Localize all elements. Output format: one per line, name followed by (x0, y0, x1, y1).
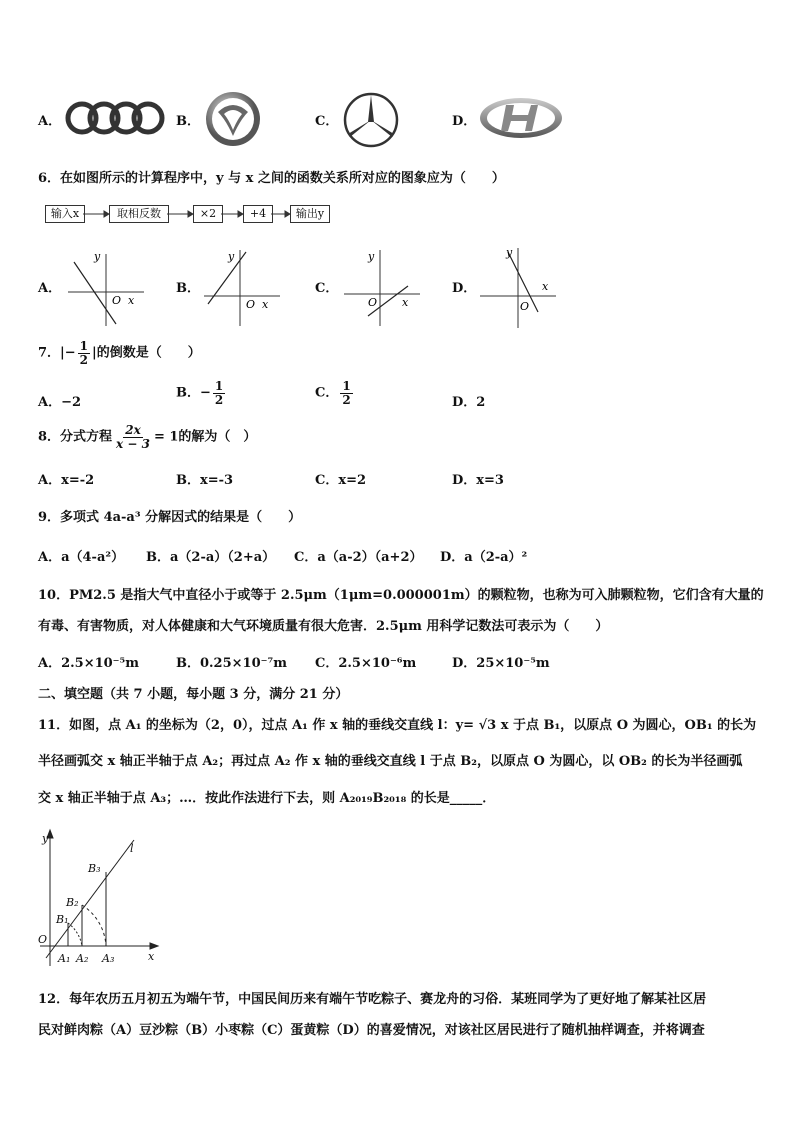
q6-graph-b (200, 246, 284, 328)
axis-y-b: y (228, 250, 235, 263)
section-fill-in-title: 二、填空题（共 7 小题，每小题 3 分，满分 21 分） (38, 687, 349, 702)
q7-frac-num: 1 (79, 339, 89, 353)
axis-y-d: y (506, 246, 513, 259)
q7-option-b-label: B．− (176, 385, 211, 401)
fig-y-label: y (42, 832, 49, 845)
fig-b2-label: B₂ (66, 896, 79, 909)
q9-option-d: D．a（2-a）² (440, 550, 528, 565)
q9-stem: 9．多项式 4a-a³ 分解因式的结果是（ ） (38, 510, 302, 525)
flow-negate-box: 取相反数 (109, 205, 169, 223)
q6-graph-d (476, 242, 560, 330)
q5-option-a-label: A． (38, 114, 62, 129)
origin-c: O (368, 296, 378, 309)
axis-x-c: x (402, 296, 409, 309)
q8-suffix: = 1的解为（ ） (153, 429, 257, 445)
axis-y-c: y (368, 250, 375, 263)
q7-option-c-label: C． (315, 385, 339, 401)
flow-output-box: 输出y (290, 205, 330, 223)
q10-line1: 10．PM2.5 是指大气中直径小于或等于 2.5μm（1μm=0.000001m）的颗粒物，也称为可入肺颗粒物，它们含有大量的 (38, 588, 764, 603)
q7-c-num: 1 (342, 379, 351, 393)
q10-line2: 有毒、有害物质，对人体健康和大气环境质量有很大危害．2.5μm 用科学记数法可表示为（ ） (38, 619, 609, 634)
q8-frac-num: 2x (125, 423, 141, 437)
mercedes-benz-logo-icon (341, 92, 401, 152)
q12-line2: 民对鲜肉粽（A）豆沙粽（B）小枣粽（C）蛋黄粽（D）的喜爱情况，对该社区居民进行了随机抽样调查，并将调查 (38, 1023, 705, 1038)
q10-option-c: C．2.5×10⁻⁶m (315, 656, 417, 671)
q10-option-d: D．25×10⁻⁵m (452, 656, 550, 671)
q6-option-d-label: D． (452, 281, 477, 296)
q7-prefix: 7．|− (38, 345, 76, 361)
q8-stem (38, 424, 256, 450)
q7-stem (38, 340, 201, 366)
q8-option-a: A．x=-2 (38, 473, 95, 488)
q8-prefix: 8．分式方程 (38, 429, 113, 445)
dongfeng-logo-icon (202, 90, 264, 152)
q6-option-a-label: A． (38, 281, 62, 296)
q7-option-a: A．−2 (38, 395, 82, 410)
q7-fraction (78, 340, 90, 366)
q7-suffix: |的倒数是（ ） (92, 345, 201, 361)
fig-x-label: x (148, 950, 155, 963)
q6-option-c-label: C． (315, 281, 339, 296)
axis-x-b: x (262, 298, 269, 311)
q6-option-b-label: B． (176, 281, 200, 296)
q6-graph-a (64, 248, 148, 328)
flow-arrows (83, 207, 293, 221)
flow-times2-box: ×2 (193, 205, 223, 223)
q11-line3: 交 x 轴正半轴于点 A₃；…．按此作法进行下去，则 A₂₀₁₉B₂₀₁₈ 的长是_____． (38, 791, 496, 806)
fig-b1-label: B₁ (56, 913, 69, 926)
q8-option-d: D．x=3 (452, 473, 504, 488)
q11-line2: 半径画弧交 x 轴正半轴于点 A₂；再过点 A₂ 作 x 轴的垂线交直线 l 于点 B₂，以原点 O 为圆心，以 OB₂ 的长为半径画弧 (38, 754, 743, 769)
fig-a2-label: A₂ (76, 952, 89, 965)
axis-x-a: x (128, 294, 135, 307)
q7-option-c (315, 380, 355, 406)
flow-plus4-box: +4 (243, 205, 273, 223)
q6-graph-c (340, 246, 424, 328)
axis-y-a: y (94, 250, 101, 263)
q5-option-c-label: C． (315, 114, 339, 129)
q11-line1: 11．如图，点 A₁ 的坐标为（2，0），过点 A₁ 作 x 轴的垂线交直线 l：y= √3 x 于点 B₁，以原点 O 为圆心，OB₁ 的长为 (38, 718, 757, 733)
q8-frac-den: x − 3 (116, 436, 150, 451)
origin-b: O (246, 298, 256, 311)
q5-option-b-label: B． (176, 114, 200, 129)
q5-option-d-label: D． (452, 114, 477, 129)
q12-line1: 12．每年农历五月初五为端午节，中国民间历来有端午节吃粽子、赛龙舟的习俗．某班同学为了更好地了解某社区居 (38, 992, 707, 1007)
q9-option-a: A．a（4-a²） (38, 550, 125, 565)
q8-option-b: B．x=-3 (176, 473, 234, 488)
origin-a: O (112, 294, 122, 307)
origin-d: O (520, 300, 530, 313)
q7-b-den: 2 (214, 392, 224, 407)
q8-fraction (114, 424, 152, 450)
fig-a1-label: A₁ (58, 952, 71, 965)
fig-b3-label: B₃ (88, 862, 101, 875)
q9-option-c: C．a（a-2）（a+2） (294, 550, 423, 565)
q6-stem: 6．在如图所示的计算程序中，y 与 x 之间的函数关系所对应的图象应为（ ） (38, 171, 505, 186)
axis-x-d: x (542, 280, 549, 293)
q11-figure (36, 828, 166, 970)
q7-b-num: 1 (214, 379, 224, 393)
q8-option-c: C．x=2 (315, 473, 367, 488)
q7-frac-den: 2 (79, 352, 89, 367)
q7-option-b (176, 380, 227, 406)
q10-option-a: A．2.5×10⁻⁵m (38, 656, 139, 671)
hyundai-logo-icon (478, 95, 564, 145)
q10-option-b: B．0.25×10⁻⁷m (176, 656, 287, 671)
q7-option-d: D．2 (452, 395, 486, 410)
q9-option-b: B．a（2-a）（2+a） (146, 550, 276, 565)
q7-c-den: 2 (342, 392, 351, 407)
audi-rings-logo-icon (64, 98, 166, 142)
fig-line-l-label: l (130, 842, 134, 855)
fig-a3-label: A₃ (102, 952, 115, 965)
flow-input-box: 输入x (45, 205, 85, 223)
fig-origin-label: O (38, 933, 48, 946)
